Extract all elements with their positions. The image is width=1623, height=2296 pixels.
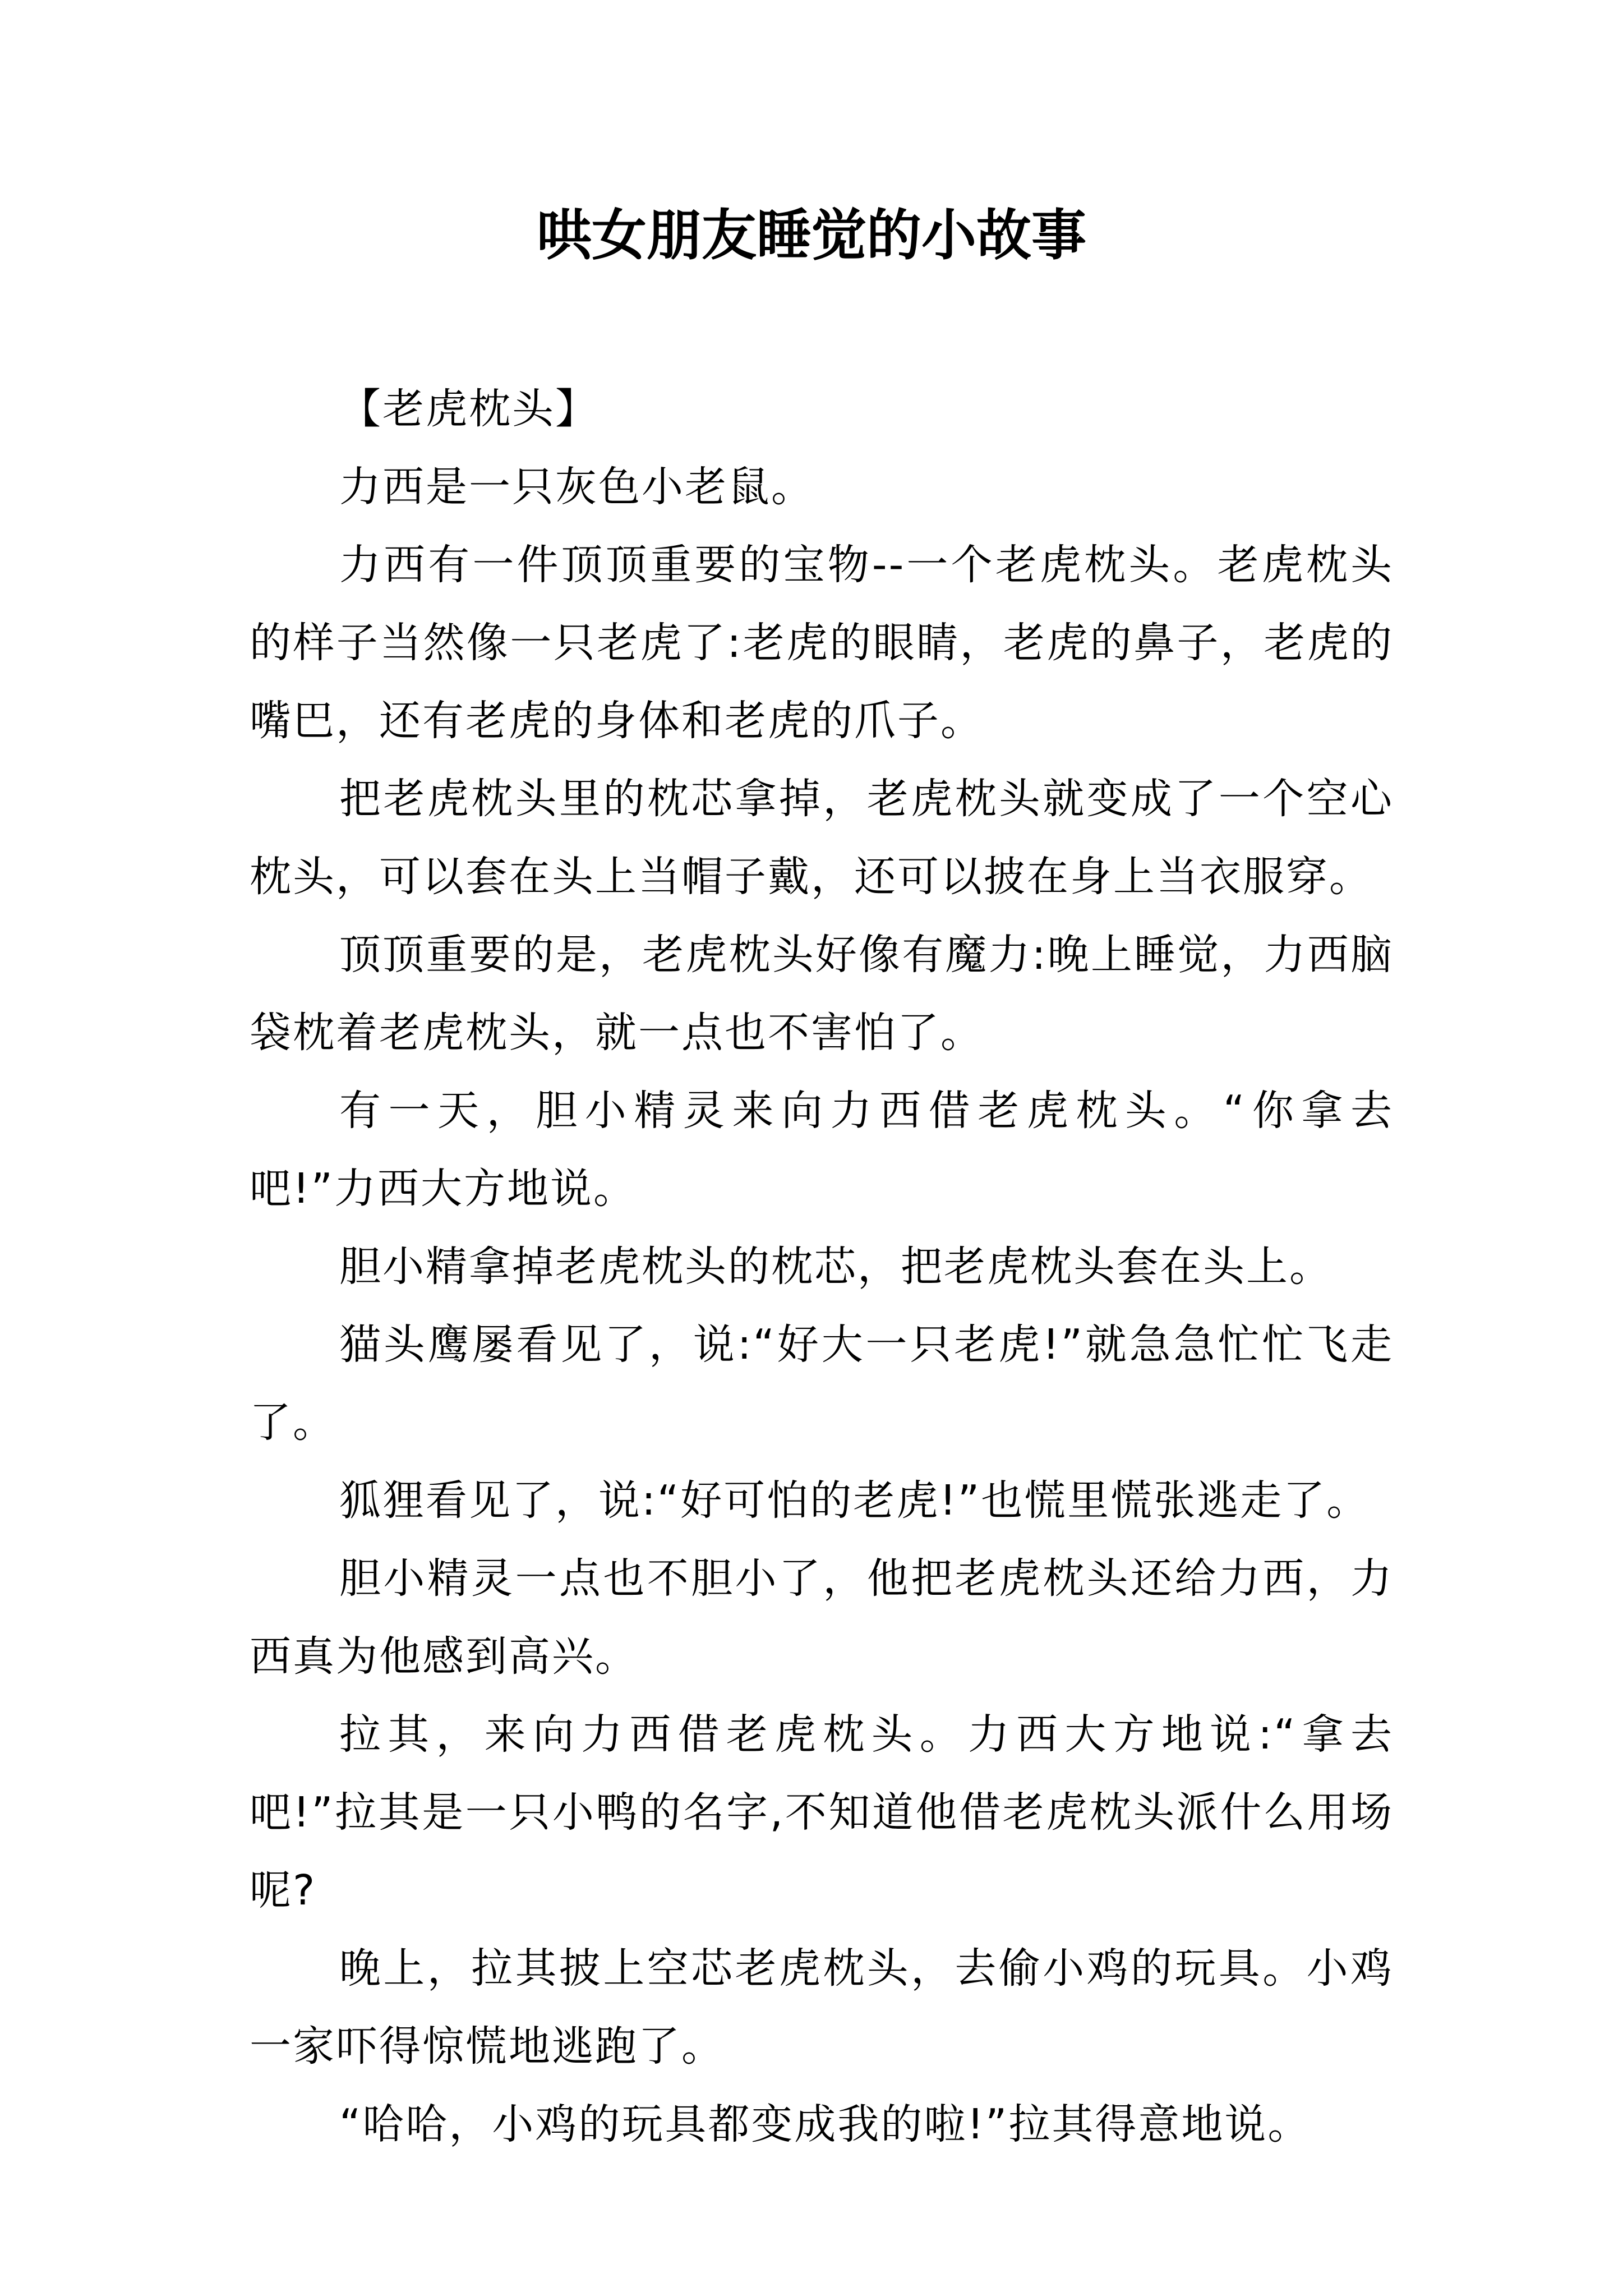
paragraph: 有一天，胆小精灵来向力西借老虎枕头。“你拿去吧!”力西大方地说。	[250, 1087, 1394, 1213]
paragraph: 力西是一只灰色小老鼠。	[339, 463, 814, 511]
document-body	[250, 370, 1394, 2164]
paragraph: 力西有一件顶顶重要的宝物--一个老虎枕头。老虎枕头的样子当然像一只老虎了:老虎的眼睛，老虎的鼻子，老虎的嘴巴，还有老虎的身体和老虎的爪子。	[250, 541, 1394, 745]
document-title: 哄女朋友睡觉的小故事	[536, 203, 1086, 268]
paragraph: 猫头鹰屡看见了，说:“好大一只老虎!”就急急忙忙飞走了。	[250, 1320, 1394, 1447]
paragraph: 把老虎枕头里的枕芯拿掉，老虎枕头就变成了一个空心枕头，可以套在头上当帽子戴，还可以披在身上当衣服穿。	[250, 775, 1394, 901]
paragraph: 拉其，来向力西借老虎枕头。力西大方地说:“拿去吧!”拉其是一只小鸭的名字,不知道他借老虎枕头派什么用场呢?	[250, 1710, 1394, 1915]
paragraph: 顶顶重要的是，老虎枕头好像有魔力:晚上睡觉，力西脑袋枕着老虎枕头，就一点也不害怕了。	[250, 931, 1394, 1057]
section-heading: 【老虎枕头】	[339, 385, 598, 433]
paragraph: 胆小精拿掉老虎枕头的枕芯，把老虎枕头套在头上。	[339, 1243, 1332, 1291]
paragraph: 狐狸看见了，说:“好可怕的老虎!”也慌里慌张逃走了。	[339, 1476, 1370, 1525]
paragraph: 胆小精灵一点也不胆小了，他把老虎枕头还给力西，力西真为他感到高兴。	[250, 1554, 1394, 1681]
paragraph: “哈哈，小鸡的玩具都变成我的啦!”拉其得意地说。	[339, 2100, 1311, 2148]
paragraph: 晚上，拉其披上空芯老虎枕头，去偷小鸡的玩具。小鸡一家吓得惊慌地逃跑了。	[250, 1944, 1394, 2070]
